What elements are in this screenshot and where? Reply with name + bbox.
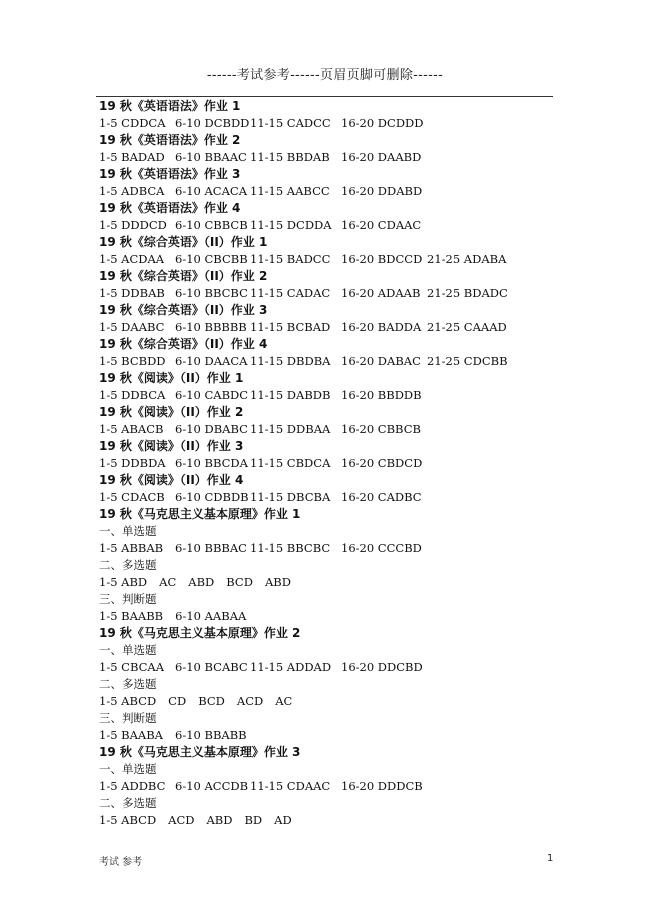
answer-row (99, 251, 554, 268)
answer-group: 6-10 BBCDA (175, 456, 248, 470)
answer-group: ABD (206, 813, 233, 827)
answer-group: 16-20 DDDCB (341, 779, 423, 793)
answer-group: 6-10 DCBDD (175, 116, 250, 130)
answer-group: 1-5 CDACB (99, 490, 165, 504)
answer-group: 11-15 CDAAC (250, 779, 331, 793)
answer-group: 6-10 BBCBC (175, 286, 248, 300)
answer-row (99, 693, 554, 710)
assignment-title: 19 秋《英语语法》作业 1 (99, 99, 241, 113)
assignment-title: 19 秋《马克思主义基本原理》作业 3 (99, 745, 301, 759)
answer-group: 21-25 CDCBB (427, 354, 508, 368)
answer-group: BD (244, 813, 263, 827)
answer-row (99, 285, 554, 302)
answer-group: 16-20 DAABD (341, 150, 422, 164)
answer-group: 6-10 CABDC (175, 388, 249, 402)
answer-row (99, 727, 554, 744)
answer-group: 16-20 CCCBD (341, 541, 422, 555)
answer-group: 1-5 ACDAA (99, 252, 165, 266)
answer-row (99, 319, 554, 336)
answer-group: 16-20 CDAAC (341, 218, 422, 232)
answer-group: 11-15 DCDDA (250, 218, 332, 232)
answer-group: 16-20 ADAAB (341, 286, 421, 300)
answer-group: 6-10 DAACA (175, 354, 248, 368)
assignment-title: 19 秋《综合英语》（II）作业 2 (99, 269, 268, 283)
answer-group: 16-20 DDCBD (341, 660, 423, 674)
answer-group: 1-5 ABACB (99, 422, 164, 436)
answer-row (99, 489, 554, 506)
answer-group: 1-5 DDDCD (99, 218, 167, 232)
answer-group: 6-10 CBCBB (175, 252, 248, 266)
answer-row (99, 574, 554, 591)
page-number: 1 (547, 853, 554, 864)
answer-group: 11-15 BADCC (250, 252, 331, 266)
answer-group: 11-15 BCBAD (250, 320, 331, 334)
answer-group: 16-20 BDCCD (341, 252, 423, 266)
answer-row (99, 353, 554, 370)
answer-group: 1-5 CBCAA (99, 660, 165, 674)
answer-group: AC (275, 694, 293, 708)
answer-row (99, 455, 554, 472)
answer-group: 1-5 BCBDD (99, 354, 166, 368)
answer-group: 11-15 CBDCA (250, 456, 331, 470)
answer-row (99, 659, 554, 676)
answer-group: 6-10 BBBAC (175, 541, 247, 555)
answer-row (99, 149, 554, 166)
answer-group: 1-5 ABCD (99, 813, 157, 827)
answer-row (99, 183, 554, 200)
answer-group: 1-5 BAABB (99, 609, 164, 623)
answer-group: ACD (168, 813, 195, 827)
answer-group: ABD (188, 575, 215, 589)
answer-group: BCD (198, 694, 225, 708)
answer-group: 11-15 DDBAA (250, 422, 331, 436)
answer-group: 16-20 BADDA (341, 320, 422, 334)
answer-group: 16-20 CBBCB (341, 422, 421, 436)
answer-group: 11-15 CADAC (250, 286, 331, 300)
answer-group: 1-5 ABD (99, 575, 148, 589)
answer-group: 21-25 BDADC (427, 286, 508, 300)
answer-row (99, 421, 554, 438)
assignment-title: 19 秋《综合英语》（II）作业 1 (99, 235, 268, 249)
assignment-title: 19 秋《综合英语》（II）作业 4 (99, 337, 268, 351)
answer-group: AC (159, 575, 177, 589)
answer-group: 11-15 DBCBA (250, 490, 331, 504)
answer-row (99, 778, 554, 795)
answer-group: 1-5 ABCD (99, 694, 157, 708)
assignment-title: 19 秋《阅读》（II）作业 3 (99, 439, 244, 453)
answer-list (99, 98, 554, 829)
assignment-title: 19 秋《马克思主义基本原理》作业 1 (99, 507, 301, 521)
page-header: ------考试参考------页眉页脚可删除------ (206, 68, 444, 83)
answer-row (99, 608, 554, 625)
answer-group: 11-15 DBDBA (250, 354, 331, 368)
answer-group: 1-5 DAABC (99, 320, 165, 334)
answer-group: 1-5 BAABA (99, 728, 163, 742)
assignment-title: 19 秋《马克思主义基本原理》作业 2 (99, 626, 301, 640)
answer-group: 1-5 DDBCA (99, 388, 166, 402)
answer-row (99, 812, 554, 829)
answer-group: 16-20 CADBC (341, 490, 422, 504)
answer-group: ABD (264, 575, 291, 589)
answer-group: 6-10 ACCDB (175, 779, 249, 793)
answer-group: 1-5 ADBCA (99, 184, 165, 198)
section-heading: 一、单选题 (99, 524, 157, 538)
answer-row (99, 387, 554, 404)
answer-group: CD (168, 694, 187, 708)
answer-group: 6-10 BCABC (175, 660, 248, 674)
answer-group: 11-15 BBDAB (250, 150, 330, 164)
answer-group: 21-25 ADABA (427, 252, 507, 266)
answer-group: 16-20 DABAC (341, 354, 421, 368)
answer-group: 11-15 CADCC (250, 116, 331, 130)
answer-group: 6-10 BBBBB (175, 320, 247, 334)
assignment-title: 19 秋《综合英语》（II）作业 3 (99, 303, 268, 317)
answer-group: 1-5 DDBDA (99, 456, 166, 470)
section-heading: 二、多选题 (99, 558, 157, 572)
answer-row (99, 217, 554, 234)
answer-group: 6-10 CDBDB (175, 490, 249, 504)
section-heading: 一、单选题 (99, 643, 157, 657)
section-heading: 三、判断题 (99, 592, 157, 606)
section-heading: 二、多选题 (99, 796, 157, 810)
footer-text: 考试 参考 (99, 857, 143, 868)
answer-group: 16-20 DCDDD (341, 116, 424, 130)
assignment-title: 19 秋《阅读》（II）作业 1 (99, 371, 244, 385)
answer-group: 16-20 DDABD (341, 184, 423, 198)
header-rule (96, 96, 553, 97)
answer-group: 6-10 CBBCB (175, 218, 248, 232)
answer-group: 6-10 BBAAC (175, 150, 247, 164)
answer-group: ACD (236, 694, 264, 708)
answer-group: 11-15 ADDAD (250, 660, 332, 674)
answer-group: BCD (226, 575, 253, 589)
answer-group: 11-15 AABCC (250, 184, 330, 198)
answer-group: 11-15 BBCBC (250, 541, 331, 555)
answer-group: 16-20 BBDDB (341, 388, 422, 402)
answer-row (99, 540, 554, 557)
answer-group: 11-15 DABDB (250, 388, 331, 402)
answer-group: 1-5 BADAD (99, 150, 165, 164)
assignment-title: 19 秋《英语语法》作业 2 (99, 133, 241, 147)
answer-group: 1-5 ADDBC (99, 779, 166, 793)
answer-row (99, 115, 554, 132)
assignment-title: 19 秋《阅读》（II）作业 4 (99, 473, 244, 487)
answer-group: 1-5 DDBAB (99, 286, 165, 300)
answer-group: 16-20 CBDCD (341, 456, 423, 470)
answer-group: 21-25 CAAAD (427, 320, 507, 334)
answer-group: 6-10 BBABB (175, 728, 247, 742)
assignment-title: 19 秋《英语语法》作业 3 (99, 167, 241, 181)
assignment-title: 19 秋《阅读》（II）作业 2 (99, 405, 244, 419)
answer-group: AD (274, 813, 292, 827)
section-heading: 一、单选题 (99, 762, 157, 776)
section-heading: 三、判断题 (99, 711, 157, 725)
answer-group: 6-10 AABAA (175, 609, 247, 623)
answer-group: 1-5 CDDCA (99, 116, 166, 130)
answer-group: 6-10 DBABC (175, 422, 248, 436)
section-heading: 二、多选题 (99, 677, 157, 691)
answer-group: 6-10 ACACA (175, 184, 248, 198)
answer-group: 1-5 ABBAB (99, 541, 164, 555)
assignment-title: 19 秋《英语语法》作业 4 (99, 201, 241, 215)
